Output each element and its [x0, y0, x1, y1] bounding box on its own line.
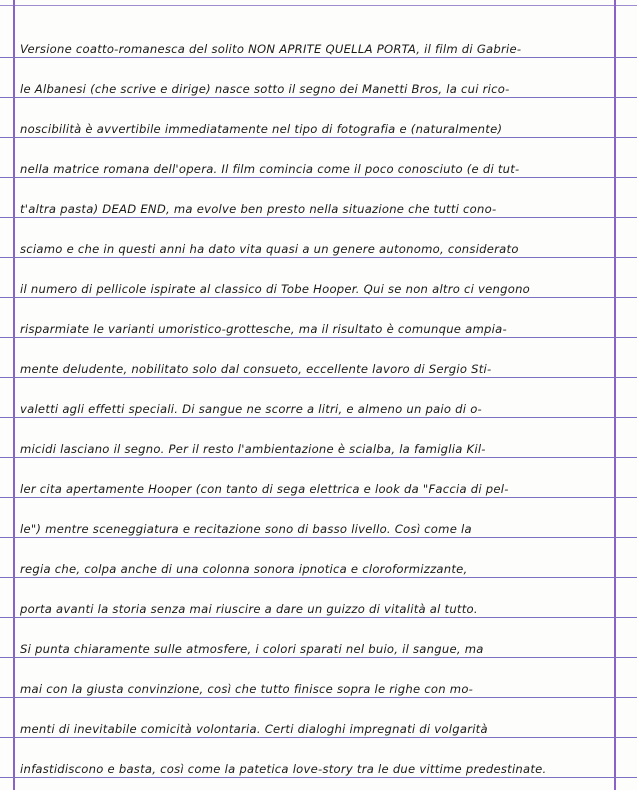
line-rule — [0, 497, 637, 498]
text-line — [0, 346, 637, 378]
text-line — [0, 546, 637, 578]
line-text: valetti agli effetti speciali. Di sangue ne scorre a litri, e almeno un paio di o- — [20, 402, 482, 416]
line-text: sciamo e che in questi anni ha dato vita quasi a un genere autonomo, considerato — [20, 242, 519, 256]
text-line — [0, 626, 637, 658]
line-rule — [0, 177, 637, 178]
text-line — [0, 386, 637, 418]
text-line — [0, 666, 637, 698]
line-rule — [0, 257, 637, 258]
text-line — [0, 466, 637, 498]
line-text: mente deludente, nobilitato solo dal consueto, eccellente lavoro di Sergio Sti- — [20, 362, 492, 376]
line-text: micidi lasciano il segno. Per il resto l'ambientazione è scialba, la famiglia Kil- — [20, 442, 486, 456]
text-line — [0, 746, 637, 778]
line-rule — [0, 337, 637, 338]
line-text: regia che, colpa anche di una colonna sonora ipnotica e cloroformizzante, — [20, 562, 468, 576]
line-rule — [0, 137, 637, 138]
line-text: porta avanti la storia senza mai riuscire a dare un guizzo di vitalità al tutto. — [20, 602, 478, 616]
text-line — [0, 506, 637, 538]
text-line — [0, 586, 637, 618]
text-line — [0, 226, 637, 258]
line-rule — [0, 537, 637, 538]
line-text: menti di inevitabile comicità volontaria. Certi dialoghi impregnati di volgarità — [20, 722, 488, 736]
line-text: noscibilità è avvertibile immediatamente nel tipo di fotografia e (naturalmente) — [20, 122, 503, 136]
line-text: le Albanesi (che scrive e dirige) nasce sotto il segno dei Manetti Bros, la cui rico- — [20, 82, 510, 96]
line-rule — [0, 457, 637, 458]
line-rule — [0, 697, 637, 698]
line-text: t'altra pasta) DEAD END, ma evolve ben presto nella situazione che tutti cono- — [20, 202, 497, 216]
text-line — [0, 146, 637, 178]
text-line — [0, 186, 637, 218]
text-line — [0, 26, 637, 58]
line-rule — [0, 57, 637, 58]
line-rule — [0, 737, 637, 738]
text-line — [0, 106, 637, 138]
text-line — [0, 66, 637, 98]
text-line — [0, 426, 637, 458]
text-line — [0, 706, 637, 738]
line-rule — [0, 777, 637, 778]
line-text: risparmiate le varianti umoristico-grottesche, ma il risultato è comunque ampia- — [20, 322, 507, 336]
line-text: mai con la giusta convinzione, così che tutto finisce sopra le righe con mo- — [20, 682, 474, 696]
line-text: Versione coatto-romanesca del solito NON APRITE QUELLA PORTA, il film di Gabrie- — [20, 42, 522, 56]
line-rule — [0, 377, 637, 378]
line-rule — [0, 657, 637, 658]
line-text: ler cita apertamente Hooper (con tanto di sega elettrica e look da "Faccia di pel- — [20, 482, 509, 496]
line-text: infastidiscono e basta, così come la patetica love-story tra le due vittime predestinate. — [20, 762, 547, 776]
line-rule — [0, 577, 637, 578]
line-rule — [0, 97, 637, 98]
text-line — [0, 306, 637, 338]
line-rule — [0, 417, 637, 418]
line-rule — [0, 217, 637, 218]
text-line — [0, 266, 637, 298]
line-text: il numero di pellicole ispirate al classico di Tobe Hooper. Qui se non altro ci vengono — [20, 282, 531, 296]
line-text: nella matrice romana dell'opera. Il film comincia come il poco conosciuto (e di tut- — [20, 162, 520, 176]
line-rule — [0, 617, 637, 618]
line-rule — [0, 297, 637, 298]
line-text: Si punta chiaramente sulle atmosfere, i colori sparati nel buio, il sangue, ma — [20, 642, 484, 656]
line-text: le") mentre sceneggiatura e recitazione sono di basso livello. Così come la — [20, 522, 472, 536]
